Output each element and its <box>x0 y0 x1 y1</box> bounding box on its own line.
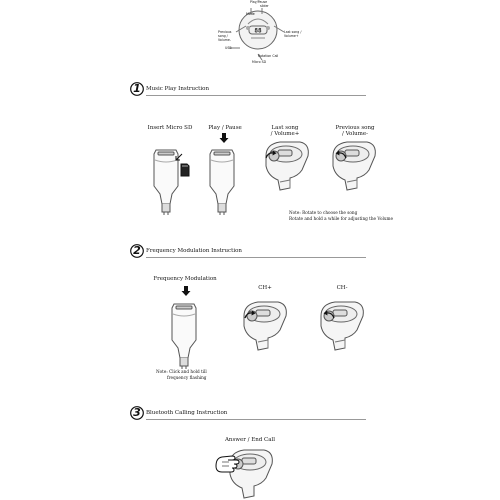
charger-angled-view <box>238 298 290 354</box>
rotate-arrow-icon <box>332 150 348 164</box>
section-divider <box>146 95 366 96</box>
label-prev-volume: Previous song / Volume- <box>218 30 232 42</box>
rotate-arrow-icon <box>243 310 259 324</box>
note-line: Note: Click and hold till <box>156 369 207 374</box>
section-title: Bluetooth Calling Instruction <box>146 410 228 416</box>
label-slider: slider <box>260 4 269 8</box>
rotate-arrow-icon <box>320 310 336 324</box>
charger-side-view <box>166 294 206 370</box>
caption-ch-minus: CH- <box>336 285 348 291</box>
caption-previous-song-sub: / Volume- <box>341 131 368 137</box>
charger-side-view <box>204 140 244 216</box>
rotate-arrow-icon <box>264 150 280 164</box>
label-mode: Mode <box>246 12 255 16</box>
label-rotation-call: Rotation Call <box>258 54 279 58</box>
step-number: 3 <box>133 406 141 419</box>
caption-frequency-modulation: Frequency Modulation <box>153 276 217 282</box>
section-divider <box>146 419 366 420</box>
label-last-volume: Last song / Volume+ <box>284 30 302 38</box>
label-micro-sd: Micro SD <box>252 60 267 64</box>
caption-previous-song: Previous song <box>335 125 375 131</box>
note-line: Rotate and hold a while for adjusting the Volume <box>289 216 394 221</box>
caption-last-song: Last song <box>271 125 299 131</box>
caption-play-pause: Play / Pause <box>208 125 242 131</box>
svg-text:88: 88 <box>254 27 262 35</box>
section-divider <box>146 257 366 258</box>
charger-angled-view <box>260 138 312 194</box>
caption-insert-sd: Insert Micro SD <box>147 125 193 131</box>
label-play-pause: Play/Pause <box>250 0 268 4</box>
step-number: 2 <box>133 244 141 257</box>
charger-angled-view <box>327 138 379 194</box>
sd-card-icon <box>180 163 190 177</box>
section-title: Frequency Modulation Instruction <box>146 248 242 254</box>
section-title: Music Play Instruction <box>146 86 210 92</box>
step-number: 1 <box>133 82 141 95</box>
label-usb: USB <box>225 46 232 50</box>
caption-answer-end-call: Answer / End Call <box>224 437 276 443</box>
hand-pointer-icon <box>214 452 240 474</box>
charger-angled-view <box>315 298 367 354</box>
note-line: Note: Rotate to choose the song <box>289 210 358 215</box>
note-line: frequency flashing <box>167 375 207 380</box>
caption-ch-plus: CH+ <box>258 285 272 291</box>
caption-last-song-sub: / Volume+ <box>270 131 300 137</box>
insert-arrow-icon <box>174 152 184 162</box>
